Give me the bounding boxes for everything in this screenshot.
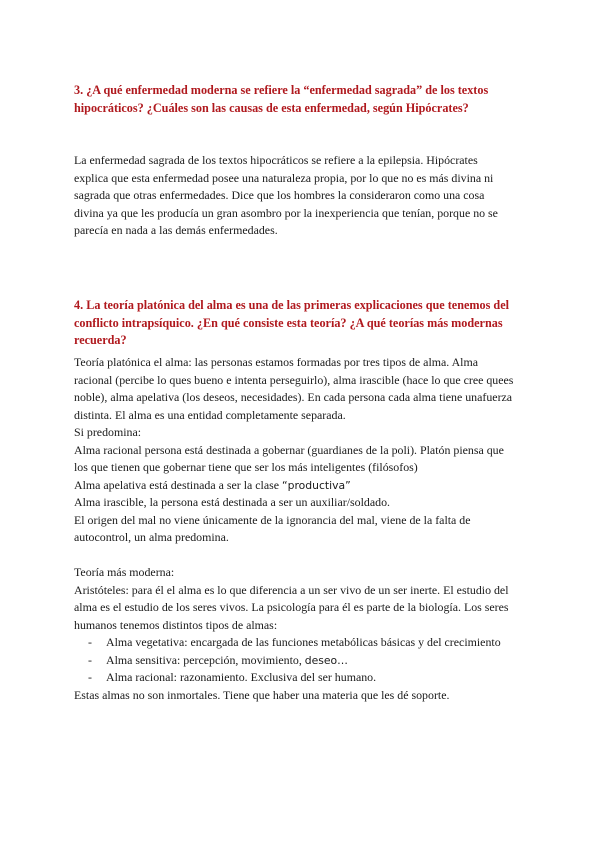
paragraph-line: parecía en nada a las demás enfermedades. bbox=[74, 223, 278, 237]
paragraph-line: Teoría más moderna: bbox=[74, 565, 175, 579]
paragraph-line: El origen del mal no viene únicamente de la ignorancia del mal, viene de la falta de bbox=[74, 512, 471, 527]
dash-bullet: - bbox=[88, 652, 92, 667]
list-item bbox=[74, 669, 526, 687]
sensitiva-text: Alma sensitiva: percepción, movimiento, bbox=[106, 652, 305, 667]
question-4-answer bbox=[74, 354, 526, 704]
question-3-answer bbox=[74, 152, 526, 240]
paragraph-line: sagrada que otras enfermedades. Dice que los hombres la consideraron como una cosa bbox=[74, 188, 485, 202]
paragraph-line: Aristóteles: para él el alma es lo que diferencia a un ser vivo de un ser inerte. El estudio del bbox=[74, 582, 509, 597]
dash-bullet: - bbox=[88, 635, 92, 649]
paragraph-line: Alma irascible, la persona está destinada a ser un auxiliar/soldado. bbox=[74, 495, 390, 509]
paragraph-line: autocontrol, un alma predomina. bbox=[74, 530, 229, 544]
paragraph-gap bbox=[74, 547, 526, 565]
paragraph-line: Si predomina: bbox=[74, 425, 142, 439]
heading-line: 3. ¿A qué enfermedad moderna se refiere la “enfermedad sagrada” de los textos bbox=[74, 83, 489, 97]
heading-line: 4. La teoría platónica del alma es una de las primeras explicaciones que tenemos del bbox=[74, 298, 510, 312]
paragraph-line: alma es el estudio de los seres vivos. La psicología para él es parte de la biología. Los seres bbox=[74, 600, 509, 614]
dash-bullet: - bbox=[88, 670, 92, 684]
productiva-quote: “productiva” bbox=[282, 478, 351, 492]
paragraph-line bbox=[74, 477, 526, 495]
paragraph-line: los que tienen que gobernar tiene que ser los más inteligentes (filósofos) bbox=[74, 460, 418, 474]
heading-line: conflicto intrapsíquico. ¿En qué consiste esta teoría? ¿A qué teorías más modernas bbox=[74, 315, 503, 330]
paragraph-line: distinta. El alma es una entidad completamente separada. bbox=[74, 407, 346, 422]
paragraph-line: divina ya que les producía un gran asombro por la inexperiencia que tenían, porque no se bbox=[74, 205, 498, 220]
list-item bbox=[74, 652, 526, 670]
heading-line: recuerda? bbox=[74, 333, 127, 347]
list-item-text: Alma vegetativa: encargada de las funciones metabólicas básicas y del crecimiento bbox=[106, 635, 501, 649]
paragraph-line: Teoría platónica el alma: las personas estamos formadas por tres tipos de alma. Alma bbox=[74, 355, 478, 369]
paragraph-line: racional (percibe lo ques bueno e intenta perseguirlo), alma irascible (hace lo que cree quees bbox=[74, 372, 514, 387]
deseo-text: deseo… bbox=[304, 653, 348, 667]
paragraph-line: Alma racional persona está destinada a gobernar (guardianes de la poli). Platón piensa que bbox=[74, 442, 504, 457]
heading-line: hipocráticos? ¿Cuáles son las causas de esta enfermedad, según Hipócrates? bbox=[74, 100, 469, 115]
soul-types-list bbox=[74, 634, 526, 687]
list-item bbox=[74, 634, 526, 652]
paragraph-line: explica que esta enfermedad posee una naturaleza propia, por lo que no es más divina ni bbox=[74, 170, 494, 185]
paragraph-line: noble), alma apelativa (los deseos, necesidades). En cada persona cada alma tiene unafuerza bbox=[74, 390, 513, 404]
question-4-heading bbox=[74, 297, 526, 350]
list-item-text: Alma racional: razonamiento. Exclusiva del ser humano. bbox=[106, 670, 377, 684]
list-item-text bbox=[106, 652, 348, 670]
paragraph-line: Estas almas no son inmortales. Tiene que haber una materia que les dé soporte. bbox=[74, 687, 450, 702]
apelativa-text: Alma apelativa está destinada a ser la clase bbox=[74, 477, 282, 492]
paragraph-line: humanos tenemos distintos tipos de almas: bbox=[74, 617, 278, 632]
question-3-heading bbox=[74, 82, 526, 117]
paragraph-line: La enfermedad sagrada de los textos hipocráticos se refiere a la epilepsia. Hipócrates bbox=[74, 153, 478, 167]
